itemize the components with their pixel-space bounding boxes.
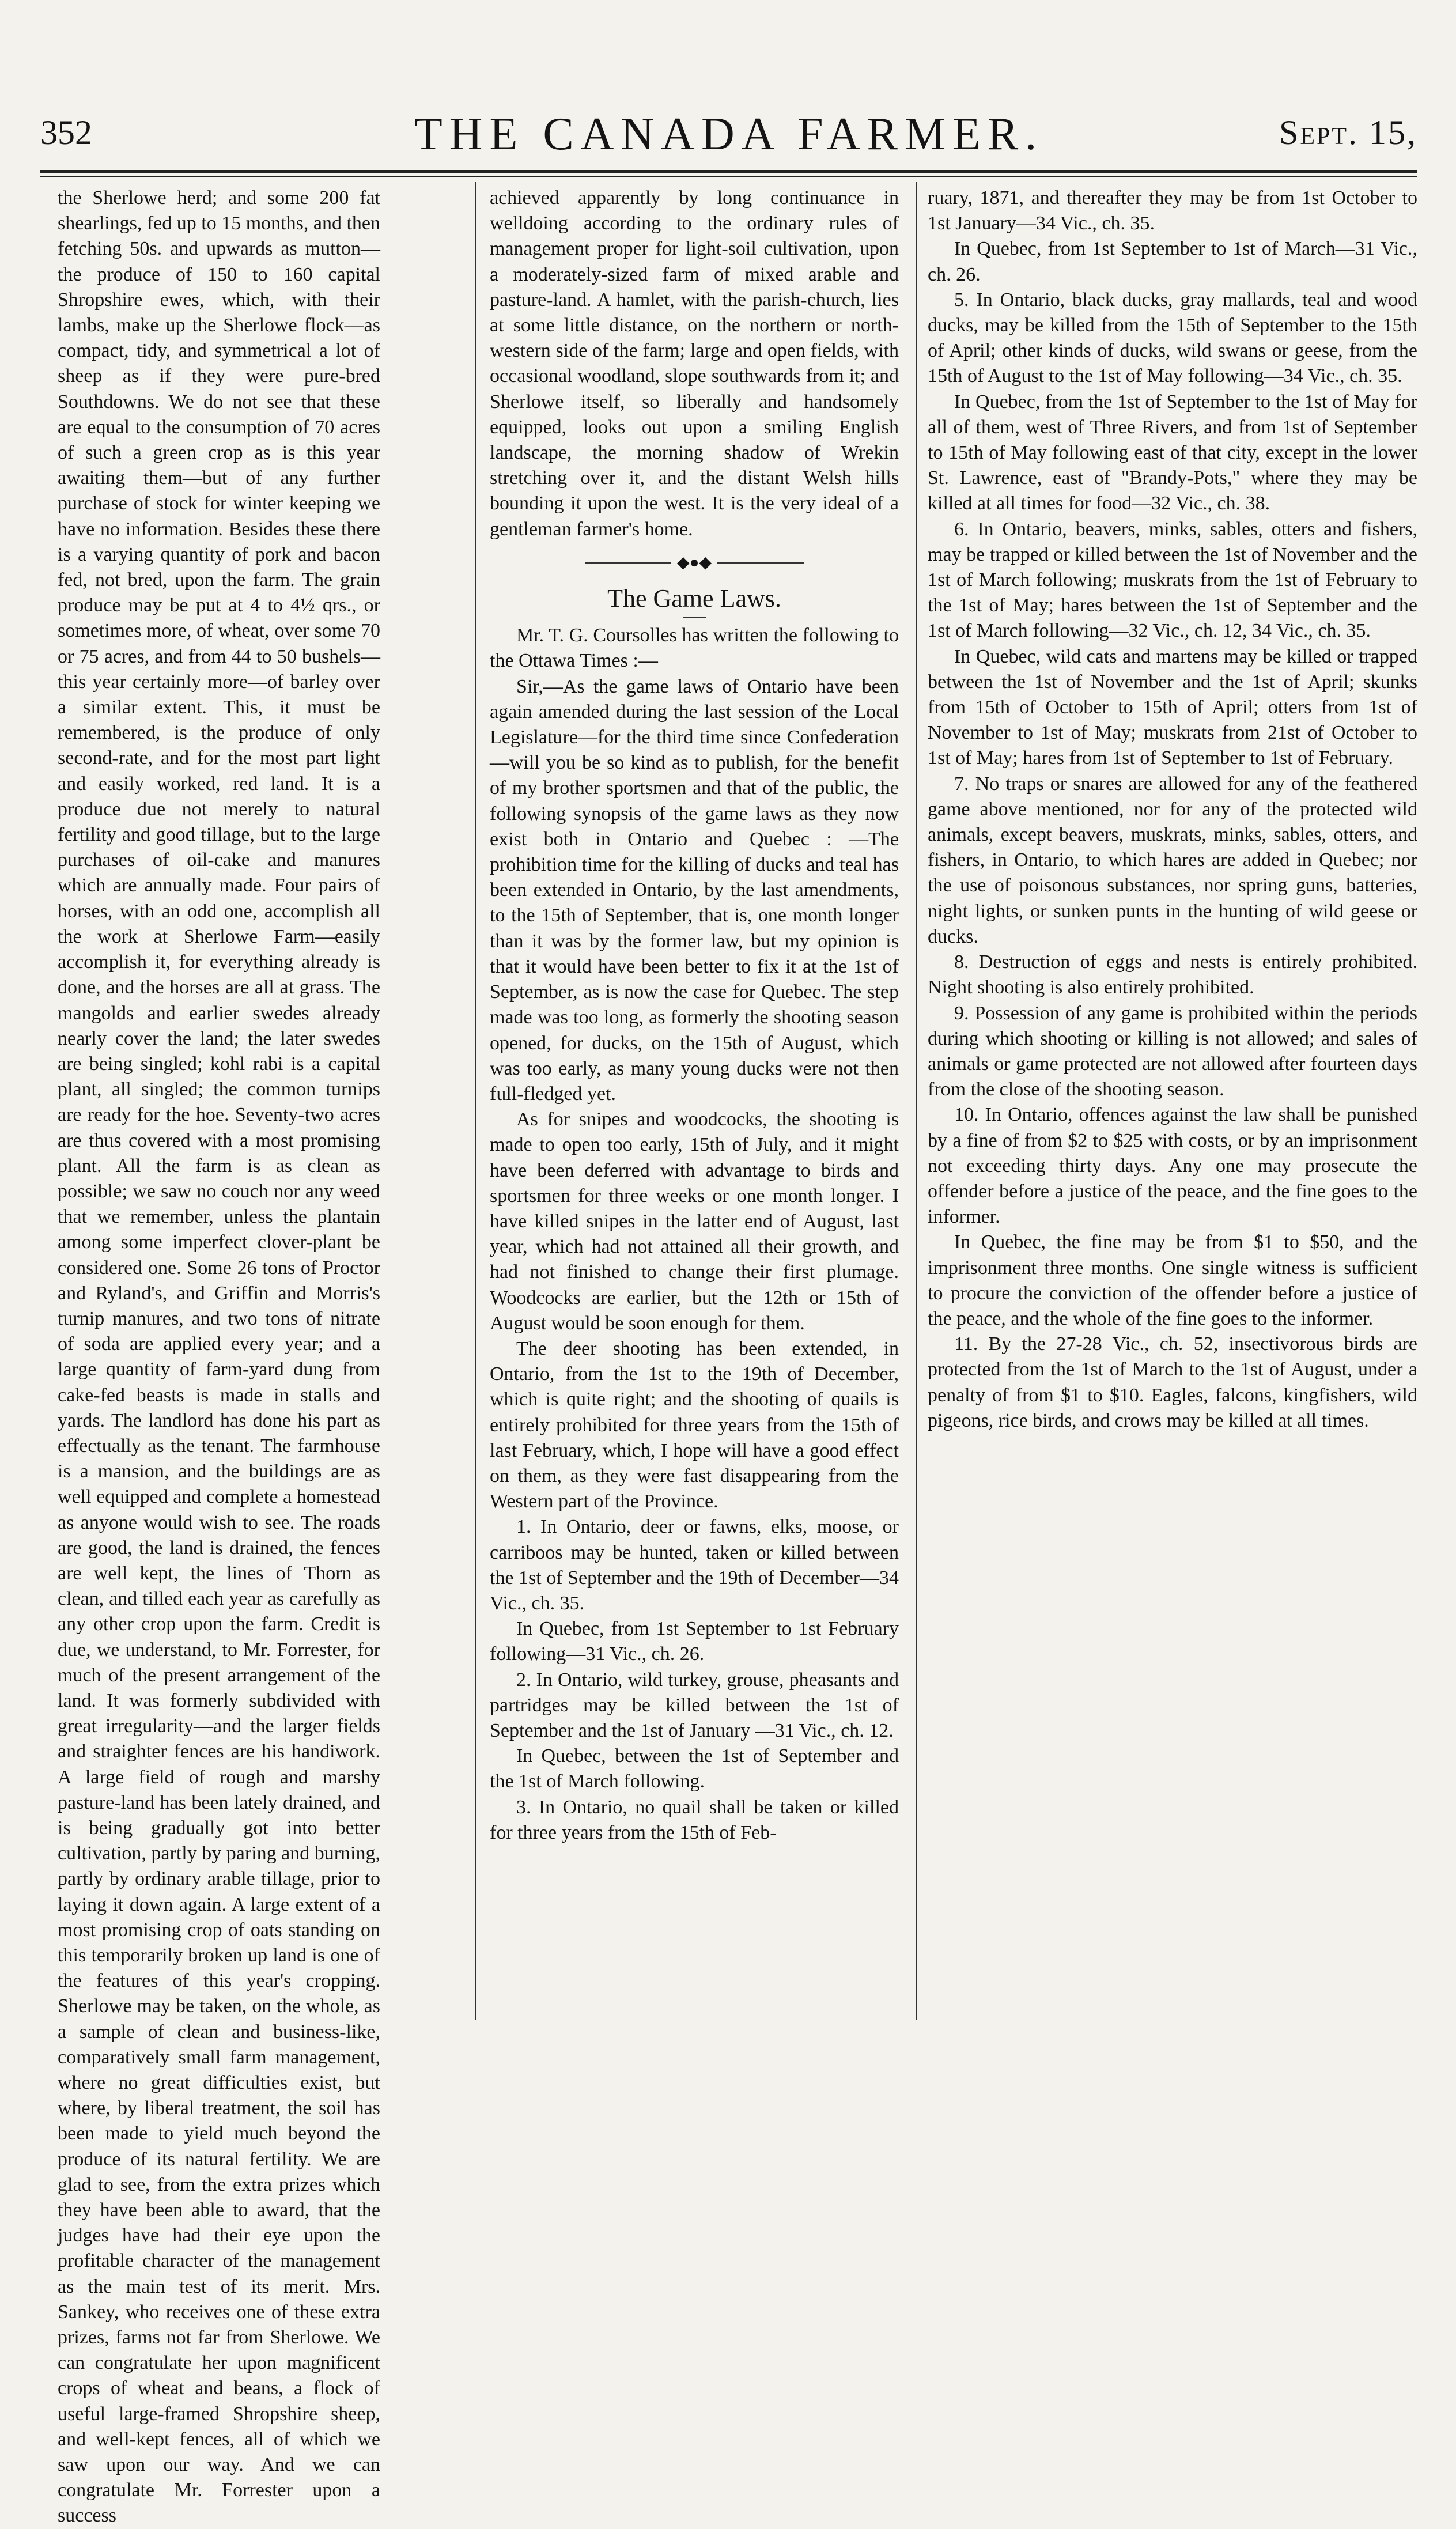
masthead: THE CANADA FARMER.: [414, 109, 1044, 160]
article-paragraph: 1. In Ontario, deer or fawns, elks, moose, or carriboos may be hunted, taken or killed between the 1st of September and the 19th of December—34 Vic., ch. 35.: [490, 1516, 899, 1614]
article-paragraph: The deer shooting has been extended, in Ontario, from the 1st to the 19th of December, which is quite right; and the shooting of quails is entirely prohibited for three years from the 15th of last February, which, I hope will have a good effect on them, as they were fast disappearing from the Western part of the Province.: [490, 1337, 899, 1513]
section-title: The Game Laws.: [607, 584, 781, 613]
title-rule: [683, 617, 706, 618]
article-paragraph: In Quebec, from the 1st of September to the 1st of May for all of them, west of Three Rivers, and from 1st of September to 15th of May following east of that city, except in the lower St. Lawrence, east of "Brandy-Pots," where they may be killed at all times for food—32 Vic., ch. 38.: [928, 391, 1417, 515]
article-paragraph: In Quebec, from 1st September to 1st of March—31 Vic., ch. 26.: [928, 238, 1417, 285]
header-rule: [40, 170, 1417, 173]
page-number: 352: [40, 114, 92, 152]
column-2: [490, 186, 899, 2017]
column-1-paragraph: the Sherlowe herd; and some 200 fat shearlings, fed up to 15 months, and then fetching 50s. and upwards as mutton—the produce of 150 to 160 capital Shropshire ewes, which, with their lambs, make up the Sherlowe flock—as compact, tidy, and symmetrical a lot of sheep as if they were pure-bred Southdowns. We do not see that these are equal to the consumption of 70 acres of such a green crop as is this year awaiting them—but of any further purchase of stock for winter keeping we have no information. Besides these there is a varying quantity of pork and bacon fed, not bred, upon the farm. The grain produce may be put at 4 to 4½ qrs., or sometimes more, of wheat, over some 70 or 75 acres, and from 44 to 50 bushels—this year certainly more—of barley over a similar extent. This, it must be remembered, is the produce of only second-rate, and for the most part light and easily worked, red land. It is a produce due not merely to natural fertility and good tillage, but to the large purchases of oil-cake and manures which are annually made. Four pairs of horses, with an odd one, accomplish all the work at Sherlowe Farm—easily accomplish it, for everything already is done, and the horses are all at grass. The mangolds and earlier swedes already nearly cover the land; the later swedes are being singled; kohl rabi is a capital plant, all singled; the common turnips are ready for the hoe. Seventy-two acres are thus covered with a most promising plant. All the farm is as clean as possible; we saw no couch nor any weed that we remember, unless the plantain among some imperfect clover-plant be considered one. Some 26 tons of Proctor and Ryland's, and Griffin and Morris's turnip manures, and two tons of nitrate of soda are applied every year; and a large quantity of farm-yard dung from cake-fed beasts is made in stalls and yards. The landlord has done his part as effectually as the tenant. The farmhouse is a mansion, and the buildings are as well equipped and complete a homestead as anyone would wish to see. The roads are good, the land is drained, the fences are well kept, the lines of Thorn as clean, and tilled each year as carefully as any other crop upon the farm. Credit is due, we understand, to Mr. Forrester, for much of the present arrangement of the land. It was formerly subdivided with great irregularity—and the larger fields and straighter fences are his handiwork. A large field of rough and marshy pasture-land has been lately drained, and is being gradually got into better cultivation, partly by paring and burning, partly by ordinary arable tillage, prior to laying it down again. A large extent of a most promising crop of oats standing on this temporarily broken up land is one of the features of this year's cropping. Sherlowe may be taken, on the whole, as a sample of clean and business-like, comparatively small farm management, where no great difficulties exist, but where, by liberal treatment, the soil has been made to yield much beyond the produce of its natural fertility. We are glad to see, from the extra prizes which they have been able to award, that the judges have had their eye upon the profitable character of the management as the main test of its merit. Mrs. Sankey, who receives one of these extra prizes, farms not far from Sherlowe. We can congratulate her upon magnificent crops of wheat and beans, a flock of useful large-framed Shropshire sheep, and well-kept fences, all of which we saw upon our way. And we can congratulate Mr. Forrester upon a success: [58, 187, 380, 2527]
header-rule-thin: [40, 176, 1417, 177]
column-divider: [916, 182, 917, 2020]
article-paragraph: 10. In Ontario, offences against the law shall be punished by a fine of from $2 to $25 with costs, or by an imprisonment not exceeding thirty days. Any one may prosecute the offender before a justice of the peace, and the fine goes to the informer.: [928, 1104, 1417, 1228]
article-paragraph: 3. In Ontario, no quail shall be taken or killed for three years from the 15th of Feb-: [490, 1796, 899, 1843]
article-paragraph: 2. In Ontario, wild turkey, grouse, pheasants and partridges may be killed between the 1st of September and the 1st of January —31 Vic., ch. 12.: [490, 1669, 899, 1741]
article-paragraph: 6. In Ontario, beavers, minks, sables, otters and fishers, may be trapped or killed between the 1st of November and the 1st of March following; muskrats from the 1st of February to the 1st of May; hares between the 1st of September and the 1st of March following—32 Vic., ch. 12, 34 Vic., ch. 35.: [928, 518, 1417, 642]
column-3-continuation: ruary, 1871, and thereafter they may be from 1st October to 1st January—34 Vic., ch. 35.: [928, 187, 1417, 235]
article-paragraph: In Quebec, the fine may be from $1 to $50, and the imprisonment three months. One single witness is sufficient to procure the conviction of the offender before a justice of the peace, and the whole of the fine goes to the informer.: [928, 1231, 1417, 1329]
article-paragraph: 9. Possession of any game is prohibited within the periods during which shooting or killing is not allowed; and sales of animals or game protected are not allowed after fourteen days from the close of the shooting season.: [928, 1002, 1417, 1101]
column-divider: [475, 182, 476, 2020]
article-paragraph: As for snipes and woodcocks, the shooting is made to open too early, 15th of July, and it might have been deferred with advantage to birds and sportsmen for three weeks or one month longer. I have killed snipes in the latter end of August, last year, which had not attained all their growth, and had not finished to change their first plumage. Woodcocks are earlier, but the 12th or 15th of August would be soon enough for them.: [490, 1109, 899, 1334]
page-header: [40, 109, 1417, 176]
article-paragraph: In Quebec, from 1st September to 1st February following—31 Vic., ch. 26.: [490, 1618, 899, 1665]
article-paragraph: In Quebec, wild cats and martens may be killed or trapped between the 1st of November and the 1st of April; skunks from 15th of October to 15th of April; otters from 1st of November to 1st of May; muskrats from 21st of October to 1st of May; hares from 1st of September to 1st of February.: [928, 645, 1417, 769]
article-paragraph: In Quebec, between the 1st of September and the 1st of March following.: [490, 1745, 899, 1793]
article-paragraph: 11. By the 27-28 Vic., ch. 52, insectivorous birds are protected from the 1st of March to the 1st of August, under a penalty of from $1 to $10. Eagles, falcons, kingfishers, wild pigeons, rice birds, and crows may be killed at all times.: [928, 1333, 1417, 1431]
header-date: Sept. 15,: [1279, 114, 1417, 152]
article-paragraph: 8. Destruction of eggs and nests is entirely prohibited. Night shooting is also entirely prohibited.: [928, 951, 1417, 999]
article-paragraph: 5. In Ontario, black ducks, gray mallards, teal and wood ducks, may be killed from the 15th of September to the 15th of April; other kinds of ducks, wild swans or geese, from the 15th of August to the 1st of May following—34 Vic., ch. 35.: [928, 289, 1417, 387]
section-ornament: ◆●◆: [490, 550, 899, 576]
column-2-continuation: achieved apparently by long continuance in welldoing according to the ordinary rules of management proper for light-soil cultivation, upon a moderately-sized farm of mixed arable and pasture-land. A hamlet, with the parish-church, lies at some little distance, on the northern or north-western side of the farm; large and open fields, with occasional woodland, slope southwards from it; and Sherlowe itself, so liberally and handsomely equipped, looks out upon a smiling English landscape, the morning shadow of Wrekin stretching over it, and the distant Welsh hills bounding it upon the west. It is the very ideal of a gentleman farmer's home.: [490, 187, 899, 540]
article-paragraph: 7. No traps or snares are allowed for any of the feathered game above mentioned, nor for any of the protected wild animals, except beavers, muskrats, minks, sables, otters, and fishers, in Ontario, to which hares are added in Quebec; nor the use of poisonous substances, nor spring guns, batteries, night lights, or sunken punts in the hunting of wild geese or ducks.: [928, 773, 1417, 947]
article-intro: Mr. T. G. Coursolles has written the following to the Ottawa Times :—: [490, 625, 899, 672]
column-1: [58, 186, 380, 2527]
article-paragraph: Sir,—As the game laws of Ontario have been again amended during the last session of the Local Legislature—for the third time since Confederation—will you be so kind as to publish, for the benefit of my brother sportsmen and that of the public, the following synopsis of the game laws as they now exist both in Ontario and Quebec : —The prohibition time for the killing of ducks and teal has been extended in Ontario, by the last amendments, to the 15th of September, that is, one month longer than it was by the former law, but my opinion is that it would have been better to fix it at the 1st of September, as is now the case for Quebec. The step made was too long, as formerly the shooting season opened, for ducks, on the 15th of August, which was too early, as many young ducks were not then full-fledged yet.: [490, 675, 899, 1105]
column-3: [928, 186, 1417, 2017]
